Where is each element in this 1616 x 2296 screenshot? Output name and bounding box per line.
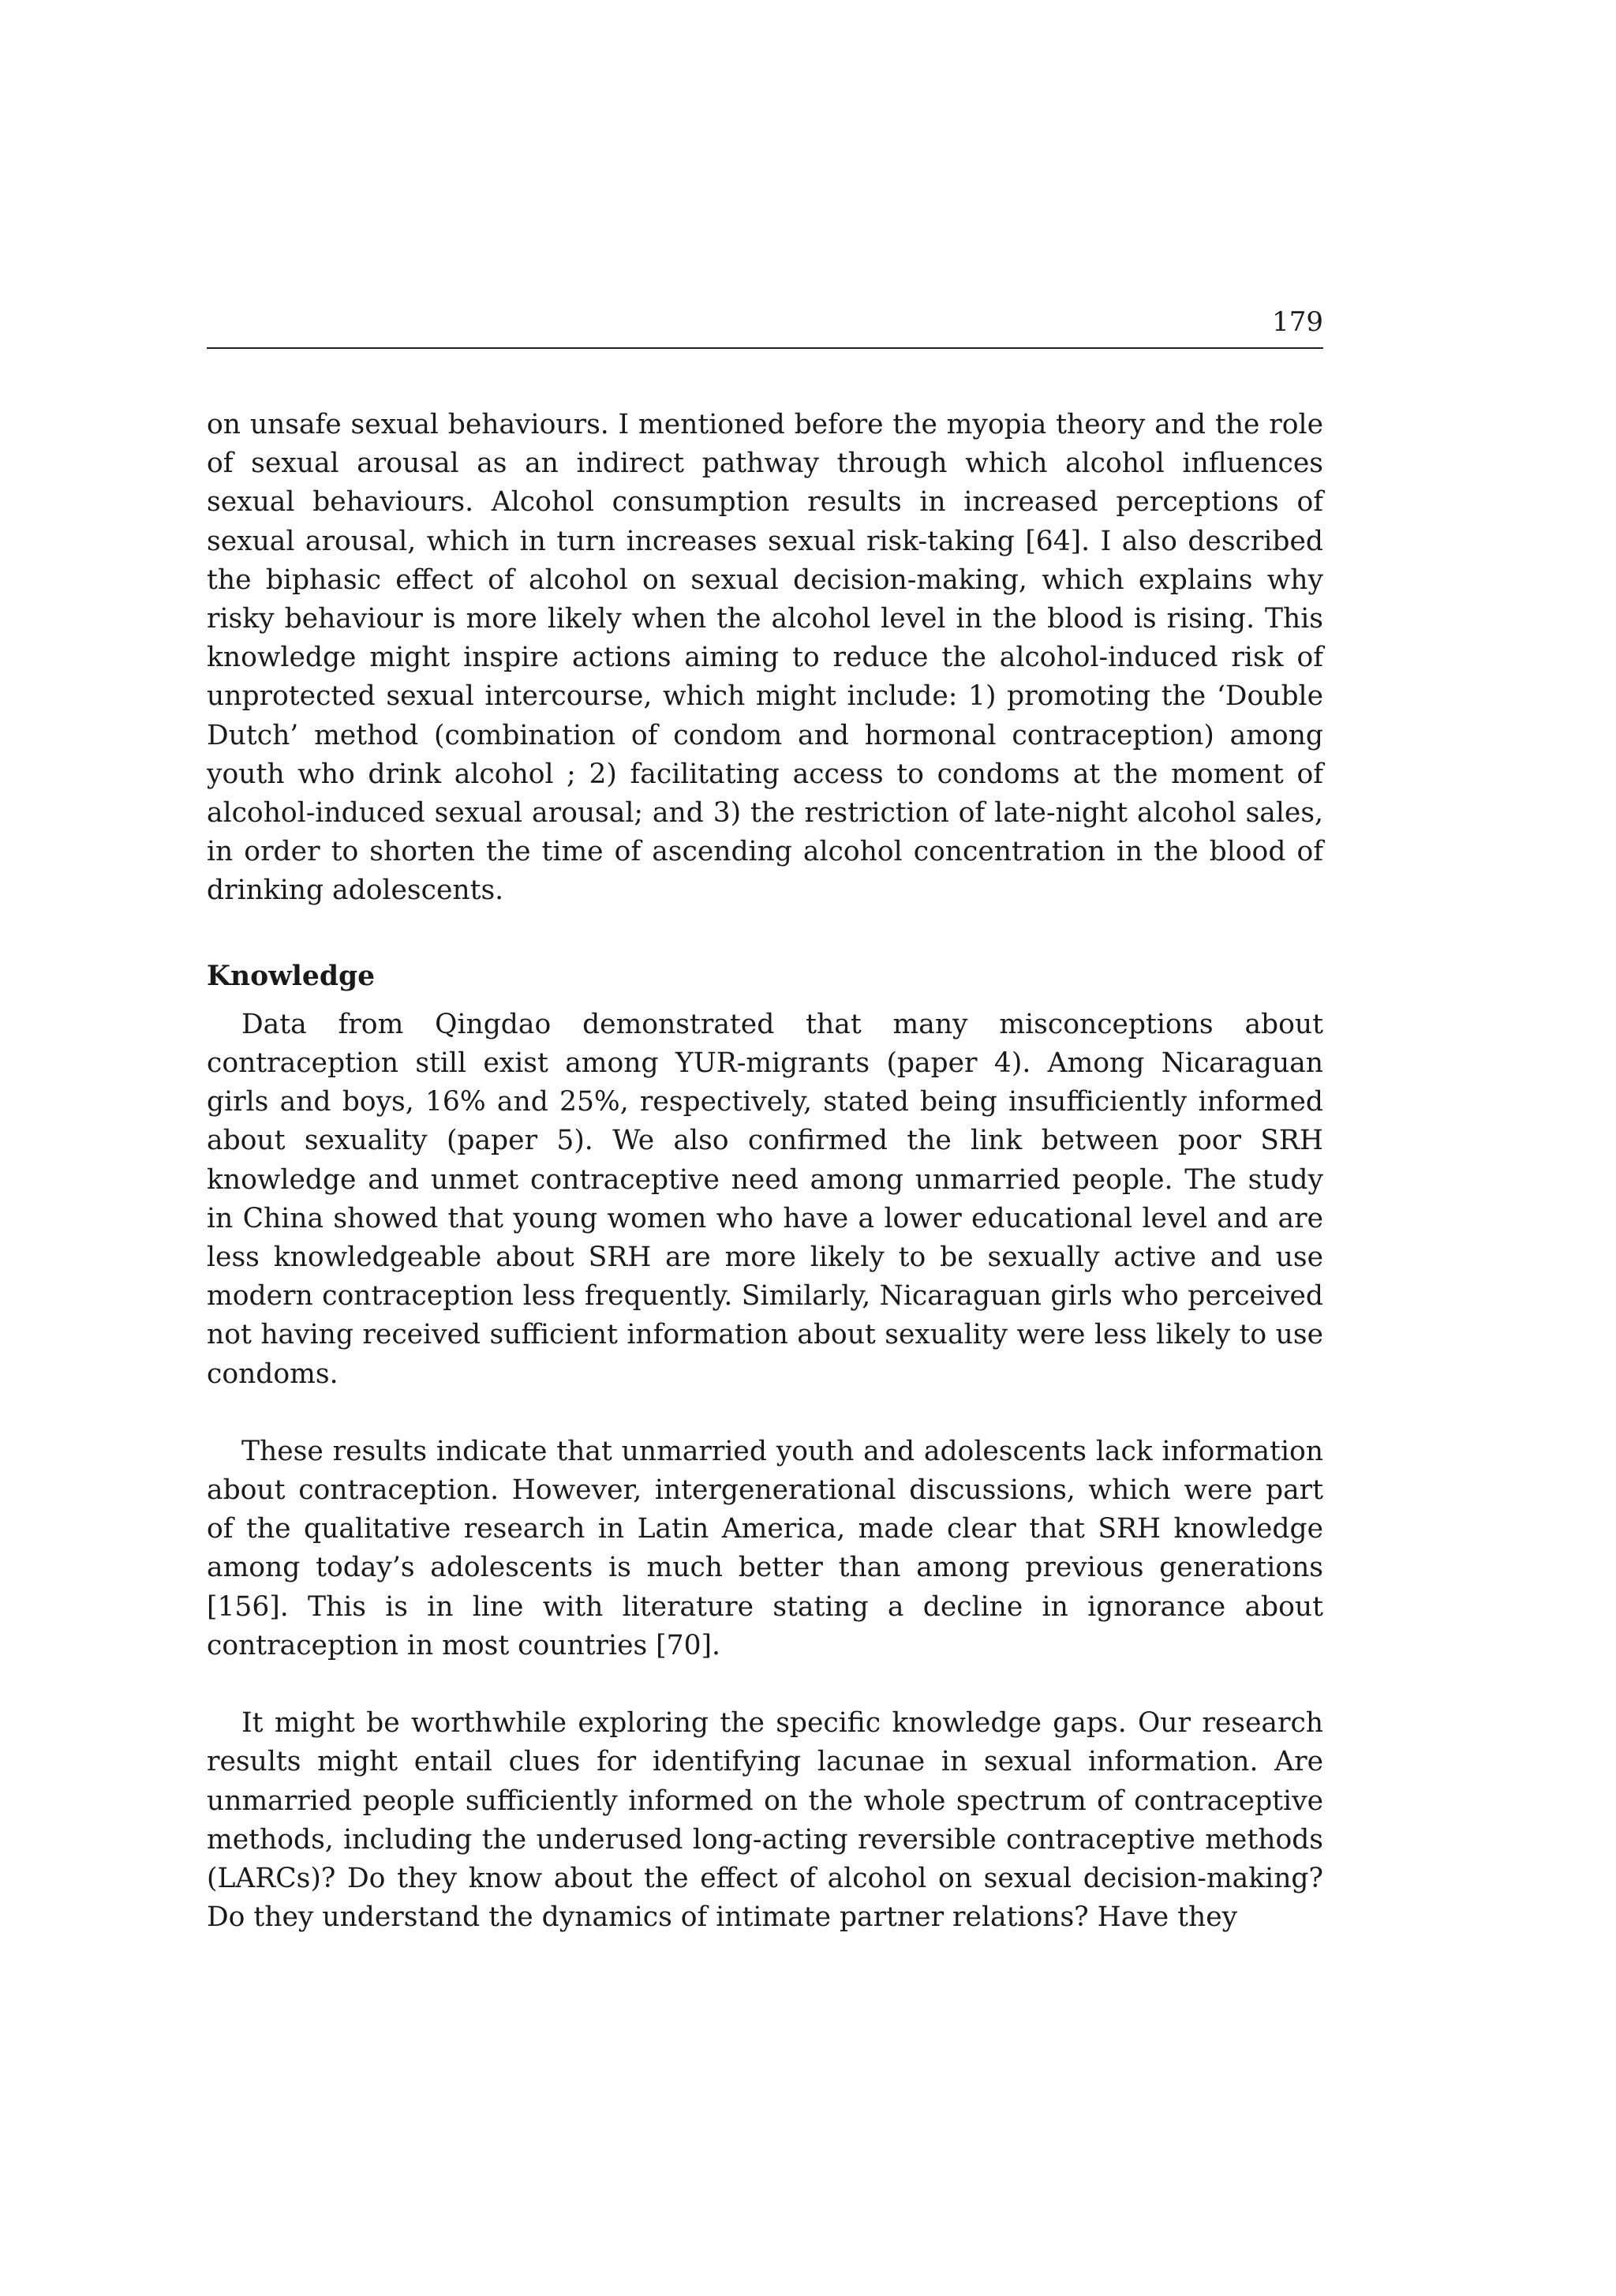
paragraph-knowledge-gaps: It might be worthwhile exploring the specific knowledge gaps. Our research results might entail clues for identifying lacunae in sexual information. Are unmarried people sufficiently informed on the whole spectrum of contraceptive methods, including the underused long-acting reversible contraceptive methods (LARCs)? Do they know about the effect of alcohol on sexual decision-making? Do they understand the dynamics of intimate partner relations? Have they <box>207 1707 1323 1934</box>
page-header <box>207 303 1323 349</box>
paragraph-knowledge-data: Data from Qingdao demonstrated that many misconceptions about contraception still exist among YUR-migrants (paper 4). Among Nicaraguan girls and boys, 16% and 25%, respectively, stated being insufficiently informed about sexuality (paper 5). We also confirmed the link between poor SRH knowledge and unmet contraceptive need among unmarried people. The study in China showed that young women who have a lower educational level and are less knowledgeable about SRH are more likely to be sexually active and use modern contraception less frequently. Similarly, Nicaraguan girls who perceived not having received sufficient information about sexuality were less likely to use condoms. <box>207 1008 1323 1390</box>
page-number: 179 <box>1272 306 1323 338</box>
section-heading-knowledge: Knowledge <box>207 960 376 992</box>
paragraph-knowledge-results: These results indicate that unmarried youth and adolescents lack information about contraception. However, intergenerational discussions, which were part of the qualitative research in Latin America, made clear that SRH knowledge among today’s adolescents is much better than among previous generations [156]. This is in line with literature stating a decline in ignorance about contraception in most countries [70]. <box>207 1435 1323 1661</box>
paragraph-continuation: on unsafe sexual behaviours. I mentioned before the myopia theory and the role of sexual arousal as an indirect pathway through which alcohol influences sexual behaviours. Alcohol consumption results in increased perceptions of sexual arousal, which in turn increases sexual risk-taking [64]. I also described the biphasic effect of alcohol on sexual decision-making, which explains why risky behaviour is more likely when the alcohol level in the blood is rising. This knowledge might inspire actions aiming to reduce the alcohol-induced risk of unprotected sexual intercourse, which might include: 1) promoting the ‘Double Dutch’ method (combination of condom and hormonal contraception) among youth who drink alcohol ; 2) facilitating access to condoms at the moment of alcohol-induced sexual arousal; and 3) the restriction of late-night alcohol sales, in order to shorten the time of ascending alcohol concentration in the blood of drinking adolescents. <box>207 409 1323 907</box>
page-body <box>207 406 1323 1937</box>
